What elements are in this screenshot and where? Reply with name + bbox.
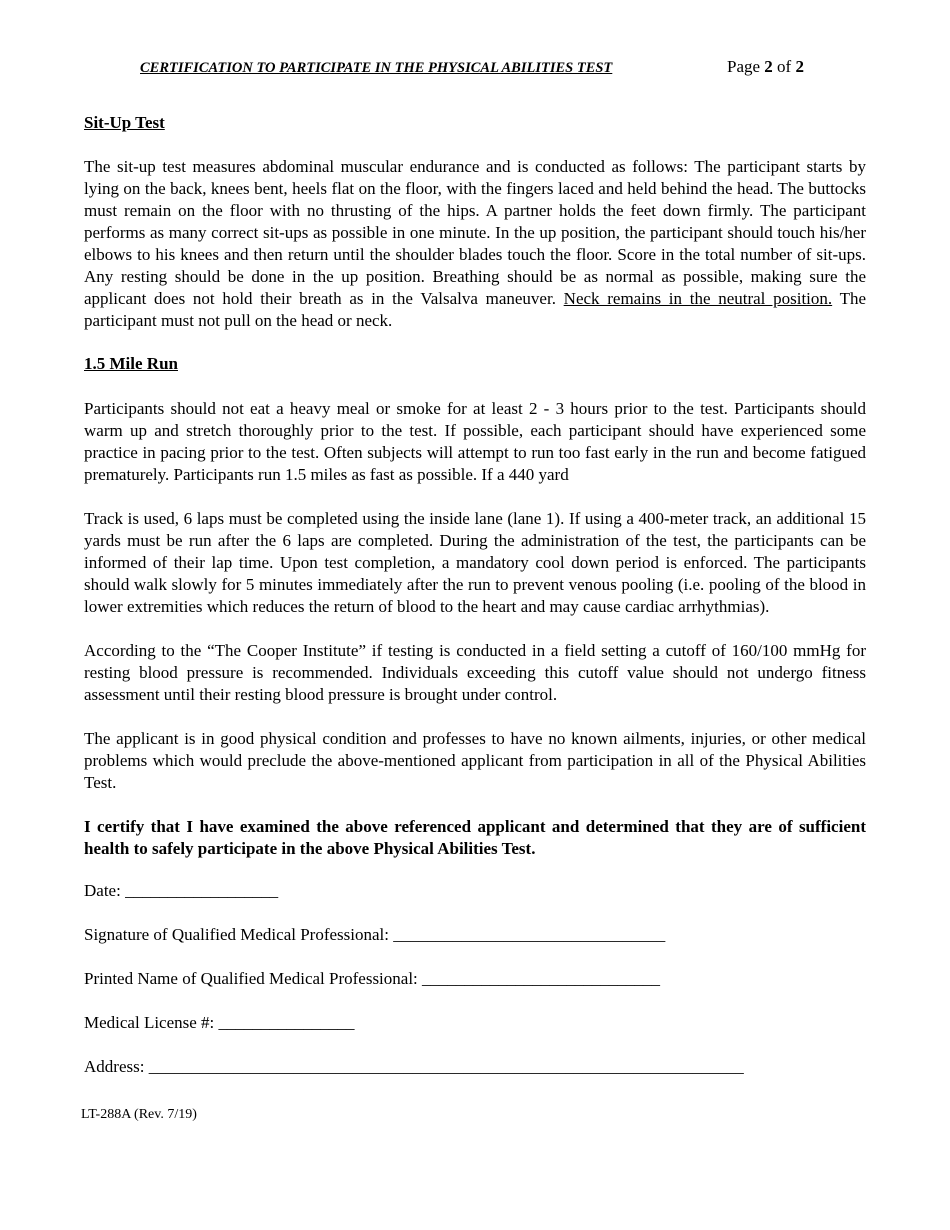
situp-text-underlined: Neck remains in the neutral position. — [563, 289, 833, 308]
run-heading: 1.5 Mile Run — [84, 354, 178, 373]
printed-name-field[interactable]: Printed Name of Qualified Medical Professional: ____________________________ — [84, 969, 661, 988]
situp-heading: Sit-Up Test — [84, 113, 165, 132]
medical-license-field[interactable]: Medical License #: ________________ — [84, 1013, 355, 1032]
signature-field[interactable]: Signature of Qualified Medical Professional: ________________________________ — [84, 925, 666, 944]
address-field[interactable]: Address: ______________________________________________________________________ — [84, 1057, 744, 1076]
page-total: 2 — [795, 57, 804, 76]
form-id: LT-288A (Rev. 7/19) — [81, 1107, 197, 1122]
page-number — [727, 57, 804, 77]
situp-paragraph — [84, 156, 866, 332]
date-field[interactable]: Date: __________________ — [84, 881, 279, 900]
document-title: CERTIFICATION TO PARTICIPATE IN THE PHYSICAL ABILITIES TEST — [140, 60, 613, 76]
certify-statement: I certify that I have examined the above referenced applicant and determined that they are of sufficient health to safely participate in the above Physical Abilities Test. — [84, 817, 866, 858]
situp-text-2: The participant must not pull on the head or neck. — [84, 289, 866, 330]
run-paragraph-b: Track is used, 6 laps must be completed using the inside lane (lane 1). If using a 400-meter track, an additional 15 yards must be run after the 6 laps are completed. During the administration of the test, the participants can be informed of their lap time. Upon test completion, a mandatory cool down period is enforced. The participants should walk slowly for 5 minutes immediately after the run to prevent venous pooling (i.e. pooling of the blood in lower extremities which reduces the return of blood to the heart and may cause cardiac arrhythmias). — [84, 509, 866, 616]
condition-paragraph: The applicant is in good physical condition and professes to have no known ailments, injuries, or other medical problems which would preclude the above-mentioned applicant from participation in all of the Physical Abilities Test. — [84, 729, 866, 792]
page-word: Page — [727, 57, 761, 76]
cooper-paragraph: According to the “The Cooper Institute” if testing is conducted in a field setting a cutoff of 160/100 mmHg for resting blood pressure is recommended. Individuals exceeding this cutoff value should not undergo fitness assessment until their resting blood pressure is brought under control. — [84, 641, 866, 704]
situp-text-1: The sit-up test measures abdominal muscular endurance and is conducted as follows: The participant starts by lying on the back, knees bent, heels flat on the floor, with the fingers laced and held behind the head. The buttocks must remain on the floor with no thrusting of the hips. A partner holds the feet down firmly. The participant performs as many correct sit-ups as possible in one minute. In the up position, the participant should touch his/her elbows to his knees and then return until the shoulder blades touch the floor. Score in the total number of sit-ups. Any resting should be done in the up position. Breathing should be as normal as possible, making sure the applicant does not hold their breath as in the Valsalva maneuver. — [84, 157, 866, 308]
run-paragraph-a: Participants should not eat a heavy meal or smoke for at least 2 - 3 hours prior to the test. Participants should warm up and stretch thoroughly prior to the test. If possible, each participant should have experienced some practice in pacing prior to the test. Often subjects will attempt to run too fast early in the run and become fatigued prematurely. Participants run 1.5 miles as fast as possible. If a 440 yard — [84, 399, 866, 484]
page-of: of — [777, 57, 792, 76]
page-current: 2 — [764, 57, 773, 76]
